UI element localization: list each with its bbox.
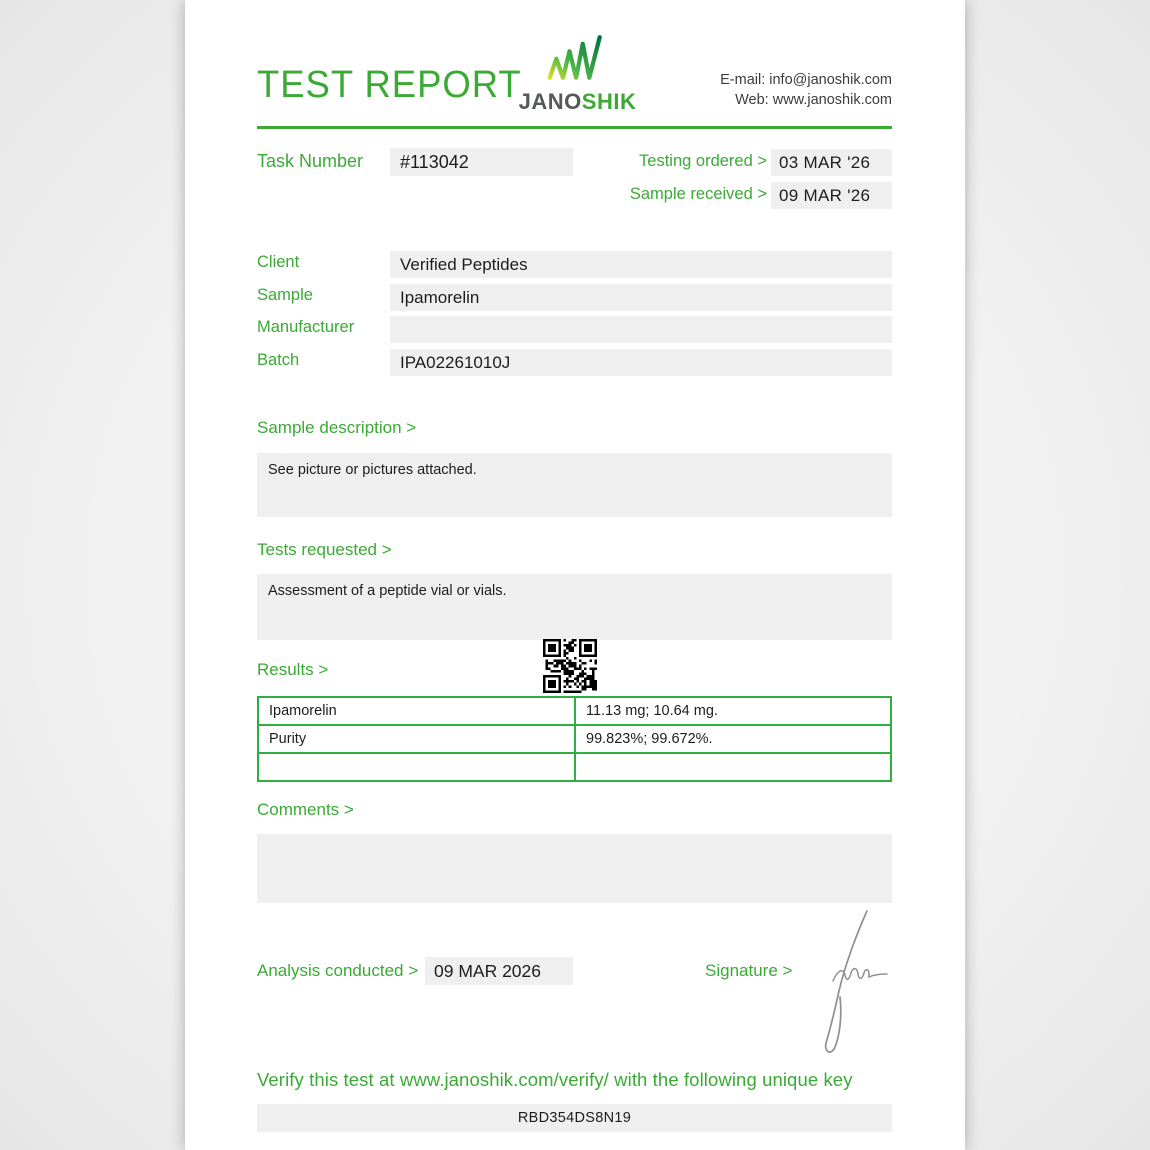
batch-label: Batch <box>257 351 300 369</box>
logo-wordmark <box>515 89 640 115</box>
comments-heading: Comments > <box>257 800 354 819</box>
result-name: Ipamorelin <box>258 697 575 725</box>
table-row <box>258 725 891 753</box>
result-value: 11.13 mg; 10.64 mg. <box>575 697 891 725</box>
client-label: Client <box>257 253 300 271</box>
signature-label: Signature > <box>705 961 793 980</box>
sample-received-value: 09 MAR '26 <box>771 182 892 209</box>
results-heading: Results > <box>257 660 329 679</box>
result-value: 99.823%; 99.672%. <box>575 725 891 753</box>
task-number-value: #113042 <box>390 148 573 176</box>
verify-key: RBD354DS8N19 <box>257 1104 892 1132</box>
header-divider <box>257 126 892 129</box>
testing-ordered-label: Testing ordered > <box>639 152 767 170</box>
table-row <box>258 697 891 725</box>
sample-received-label: Sample received > <box>629 185 767 203</box>
tests-requested-box: Assessment of a peptide vial or vials. <box>257 574 892 640</box>
contact-email: E-mail: info@janoshik.com <box>720 72 892 88</box>
manufacturer-label: Manufacturer <box>257 318 355 336</box>
verify-instruction: Verify this test at www.janoshik.com/verify/ with the following unique key <box>257 1069 853 1090</box>
result-name: Purity <box>258 725 575 753</box>
task-number-label: Task Number <box>257 151 364 171</box>
table-row <box>258 753 891 781</box>
signature-scribble <box>803 903 898 1061</box>
growth-bars-icon <box>545 32 611 82</box>
qr-code <box>543 639 597 693</box>
logo-shik: SHIK <box>581 89 637 114</box>
page-title: TEST REPORT <box>257 64 522 106</box>
sample-description-heading: Sample description > <box>257 418 417 437</box>
sample-label: Sample <box>257 286 313 304</box>
analysis-date-value: 09 MAR 2026 <box>425 957 573 985</box>
comments-box <box>257 834 892 903</box>
sample-description-box: See picture or pictures attached. <box>257 453 892 517</box>
janoshik-logo <box>515 32 640 115</box>
analysis-conducted-label: Analysis conducted > <box>257 961 419 980</box>
tests-requested-heading: Tests requested > <box>257 540 392 559</box>
logo-jano: JANO <box>518 89 582 114</box>
batch-value: IPA02261010J <box>390 349 892 376</box>
sample-value: Ipamorelin <box>390 284 892 311</box>
report-page <box>185 0 965 1150</box>
client-value: Verified Peptides <box>390 251 892 278</box>
contact-info <box>720 70 892 110</box>
testing-ordered-value: 03 MAR '26 <box>771 149 892 176</box>
contact-web: Web: www.janoshik.com <box>735 92 892 108</box>
results-table <box>257 696 892 782</box>
result-name <box>258 753 575 781</box>
result-value <box>575 753 891 781</box>
manufacturer-value <box>390 316 892 343</box>
